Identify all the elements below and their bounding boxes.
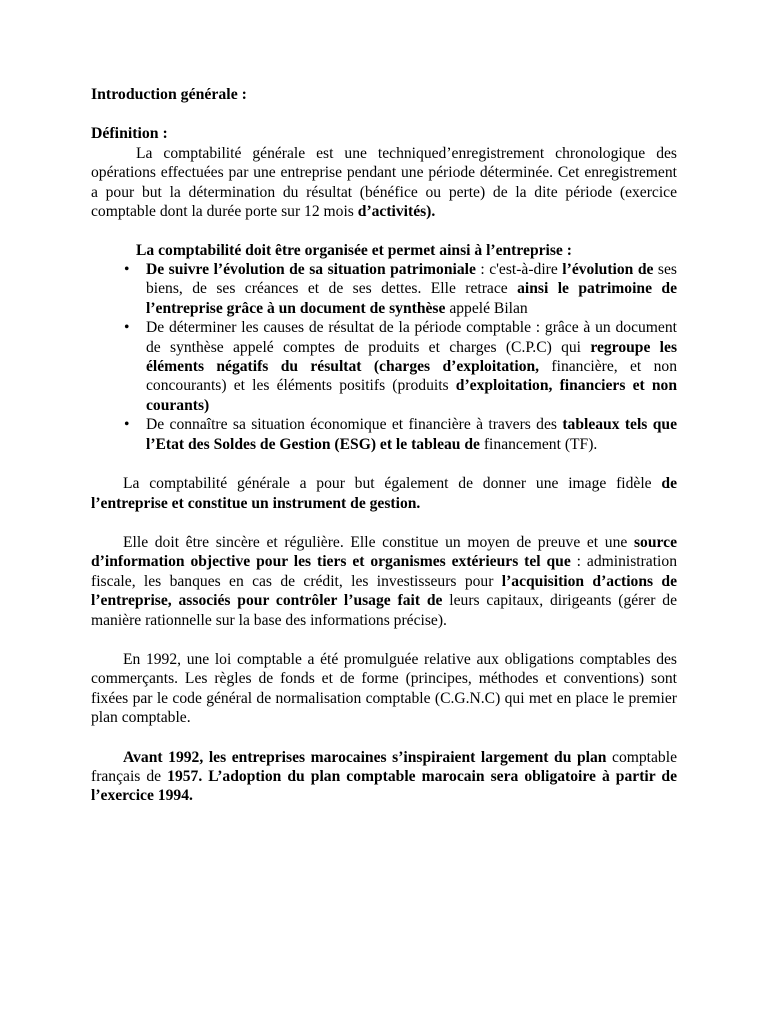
document-body (91, 85, 677, 806)
page-title: Introduction générale : (91, 86, 247, 103)
list-item: • De connaître sa situation économique et financière à travers des tableaux tels que l’Etat des Soldes de Gestion (ESG) et le tableau de financement (TF). (124, 416, 677, 453)
bullet-icon: • (124, 319, 130, 337)
organisation-intro: La comptabilité doit être organisée et permet ainsi à l’entreprise : (136, 241, 572, 259)
sincere-paragraph: Elle doit être sincère et régulière. Elle constitue un moyen de preuve et une source d’information objective pour les tiers et organismes extérieurs tel que : administration fiscale, les banques en cas de crédit, les investisseurs pour l’acquisition d’actions de l’entreprise, associés pour contrôler l’usage fait de leurs capitaux, dirigeants (gérer de manière rationnelle sur la base des informations précise). (91, 533, 678, 629)
list-item: • De déterminer les causes de résultat de la période comptable : grâce à un document de synthèse appelé comptes de produits et charges (C.P.C) qui regroupe les éléments négatifs du résultat (charges d’exploitation, financière, et non concourants) et les éléments positifs (produits d’exploitation, financiers et non courants) (124, 319, 678, 414)
definition-heading: Définition : (91, 125, 168, 142)
loi-1992-paragraph: En 1992, une loi comptable a été promulguée relative aux obligations comptables des commerçants. Les règles de fonds et de forme (principes, méthodes et conventions) sont fixées par le code général de normalisation comptable (C.G.N.C) qui met en place le premier plan comptable. (91, 650, 677, 727)
definition-text: La comptabilité générale est une techniqued’enregistrement chronologique des opérations effectuées par une entreprise pendant une période déterminée. Cet enregistrement a pour but la détermination du résultat (bénéfice ou perte) de la dite période (exercice comptable dont la durée porte sur 12 mois (91, 145, 677, 221)
objectives-list (91, 260, 677, 454)
definition-paragraph (91, 144, 677, 222)
definition-bold-text: d’activités). (357, 203, 436, 221)
list-item: • De suivre l’évolution de sa situation patrimoniale : c'est-à-dire l’évolution de ses biens, de ses créances et de ses dettes. Elle retrace ainsi le patrimoine de l’entreprise grâce à un document de synthèse appelé Bilan (124, 261, 677, 317)
image-fidele-paragraph: La comptabilité générale a pour but également de donner une image fidèle de l’entreprise et constitue un instrument de gestion. (91, 475, 677, 512)
bullet-icon: • (124, 261, 130, 279)
avant-1992-paragraph: Avant 1992, les entreprises marocaines s’inspiraient largement du plan comptable français de 1957. L’adoption du plan comptable marocain sera obligatoire à partir de l’exercice 1994. (91, 748, 677, 805)
bullet-icon: • (124, 416, 130, 434)
